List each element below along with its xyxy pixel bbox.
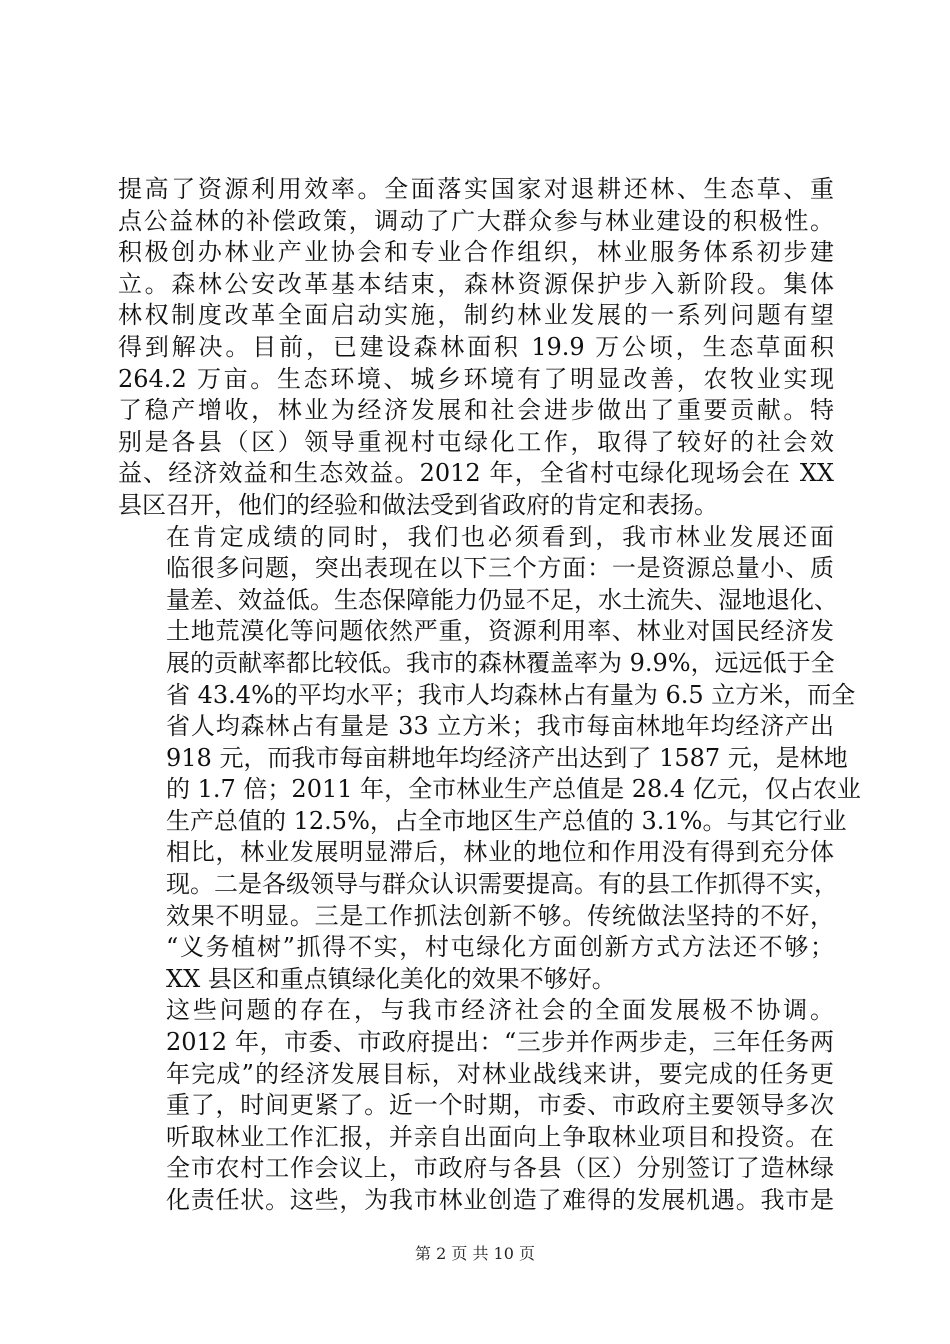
text-line: 临很多问题，突出表现在以下三个方面：一是资源总量小、质 [166,554,834,583]
text-line: 积极创办林业产业协会和专业合作组织，林业服务体系初步建 [118,238,834,267]
text-line: 2012 年，市委、市政府提出：“三步并作两步走，三年任务两 [166,1028,834,1057]
text-line: 效果不明显。三是工作抓法创新不够。传统做法坚持的不好， [166,901,834,930]
paragraph [118,174,834,522]
text-line: 化责任状。这些，为我市林业创造了难得的发展机遇。我市是 [166,1186,834,1214]
text-line: 林权制度改革全面启动实施，制约林业发展的一系列问题有望 [118,301,834,330]
text-line: 立。森林公安改革基本结束，森林资源保护步入新阶段。集体 [118,269,834,298]
text-line: 了稳产增收，林业为经济发展和社会进步做出了重要贡献。特 [118,396,834,425]
text-line: 省 43.4%的平均水平；我市人均森林占有量为 6.5 立方米，而全 [166,680,856,709]
text-line: 重了，时间更紧了。近一个时期，市委、市政府主要领导多次 [166,1091,834,1120]
text-line: 这些问题的存在，与我市经济社会的全面发展极不协调。 [166,996,834,1025]
text-line: XX 县区和重点镇绿化美化的效果不够好。 [166,964,616,993]
document-body [118,174,861,1217]
text-line: 相比，林业发展明显滞后，林业的地位和作用没有得到充分体 [166,838,834,867]
paragraph [118,522,861,996]
text-line: 益、经济效益和生态效益。2012 年，全省村屯绿化现场会在 XX [118,459,834,488]
page-footer: 第 2 页 共 10 页 [415,1244,535,1263]
text-line: 918 元，而我市每亩耕地年均经济产出达到了 1587 元，是林地 [166,743,848,772]
text-line: 听取林业工作汇报，并亲自出面向上争取林业项目和投资。在 [166,1122,834,1151]
text-line: 展的贡献率都比较低。我市的森林覆盖率为 9.9%，远远低于全 [166,648,835,677]
text-line: 土地荒漠化等问题依然严重，资源利用率、林业对国民经济发 [166,617,834,646]
paragraph [118,995,834,1216]
text-line: 点公益林的补偿政策，调动了广大群众参与林业建设的积极性。 [118,206,834,235]
text-line: 生产总值的 12.5%，占全市地区生产总值的 3.1%。与其它行业 [166,806,847,835]
text-line: 别是各县（区）领导重视村屯绿化工作，取得了较好的社会效 [118,427,834,456]
text-line: 年完成”的经济发展目标，对林业战线来讲，要完成的任务更 [166,1059,834,1088]
text-line: 在肯定成绩的同时，我们也必须看到，我市林业发展还面 [166,522,834,551]
text-line: 的 1.7 倍；2011 年，全市林业生产总值是 28.4 亿元，仅占农业 [166,775,861,804]
text-line: 现。二是各级领导与群众认识需要提高。有的县工作抓得不实， [166,870,838,899]
text-line: 县区召开，他们的经验和做法受到省政府的肯定和表扬。 [118,490,718,519]
text-line: 得到解决。目前，已建设森林面积 19.9 万公顷，生态草面积 [118,332,834,361]
text-line: 提高了资源利用效率。全面落实国家对退耕还林、生态草、重 [118,175,834,203]
text-line: 省人均森林占有量是 33 立方米；我市每亩林地年均经济产出 [166,712,834,741]
text-line: 量差、效益低。生态保障能力仍显不足，水土流失、湿地退化、 [166,585,838,614]
text-line: 全市农村工作会议上，市政府与各县（区）分别签订了造林绿 [166,1154,834,1183]
text-line: “义务植树”抓得不实，村屯绿化方面创新方式方法还不够； [166,933,834,962]
text-line: 264.2 万亩。生态环境、城乡环境有了明显改善，农牧业实现 [118,364,834,393]
